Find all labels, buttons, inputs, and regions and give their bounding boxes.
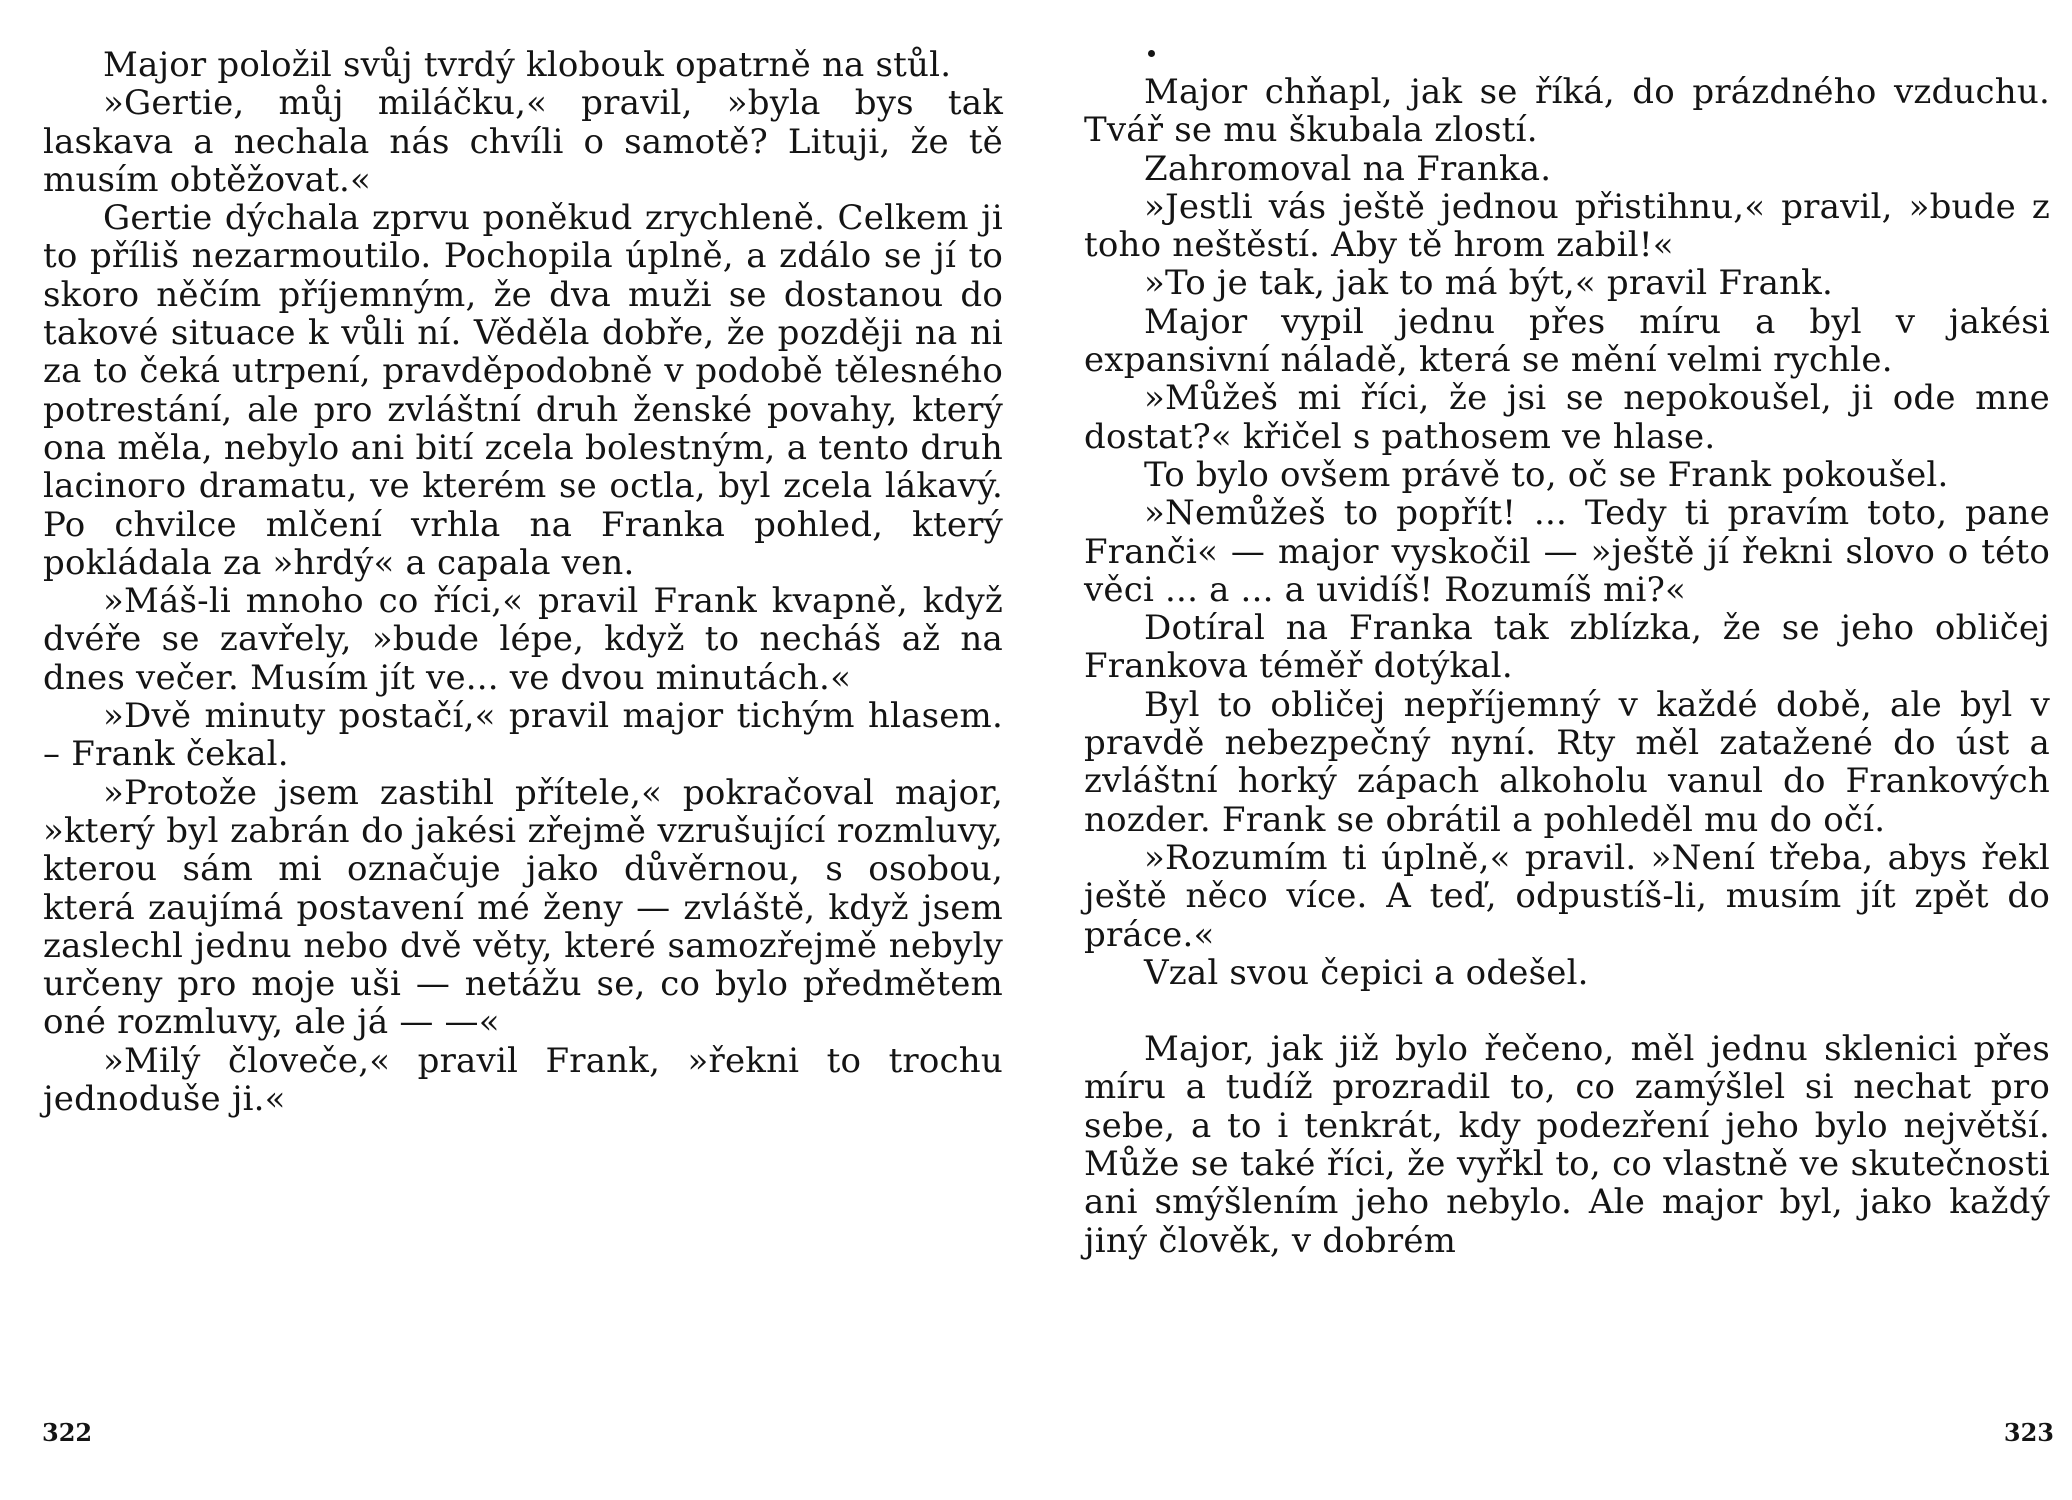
paragraph: »Můžeš mi říci, že jsi se nepokoušel, ji ode mne dostat?« křičel s pathosem ve hlase.	[1084, 378, 2050, 457]
page-number: 322	[42, 1418, 93, 1447]
paragraph: Major položil svůj tvrdý klobouk opatrně na stůl.	[103, 45, 952, 85]
paragraph: »Rozumím ti úplně,« pravil. »Není třeba, abys řekl ještě něco více. A teď, odpustíš-li, musím jít zpět do práce.«	[1084, 837, 2050, 955]
paragraph: Dotíral na Franka tak zblízka, že se jeho obličej Frankova téměř dotýkal.	[1084, 608, 2050, 687]
page-number: 323	[2003, 1418, 2054, 1447]
paragraph: »Gertie, můj miláčku,« pravil, »byla bys tak laskava a nechala nás chvíli o samotě? Lituji, že tě musím obtěžovat.«	[43, 83, 1003, 200]
paragraph: »Máš-li mnoho co říci,« pravil Frank kvapně, když dvéře se zavřely, »bude lépe, když to necháš až na dnes večer. Musím jít ve... ve dvou minutách.«	[43, 581, 1003, 698]
paragraph: Gertie dýchala zprvu poněkud zrychleně. Celkem ji to příliš nezarmoutilo. Pochopila úplně, a zdálo se jí to skoro něčím příjemným, že dva muži se dostanou do takové situace k vůli ní. Věděla dobře, že později na ni za to čeká utrpení, pravděpodobně v podobě tělesného potrestání, ale pro zvláštní druh ženské povahy, který ona měla, nebylo ani bití zcela bolestným, a tento druh lacinого dramatu, ve kterém se octla, byl zcela lákavý. Po chvilce mlčení vrhla na Franka pohled, který pokládala za »hrdý« a capala ven.	[43, 198, 1003, 583]
right-page-text	[1084, 73, 2050, 1260]
paragraph: To bylo ovšem právě to, oč se Frank pokoušel.	[1144, 454, 1949, 495]
paragraph: Byl to obličej nepříjemný v každé době, ale byl v pravdě nebezpečný nyní. Rty měl zatažené do úst a zvláštní horký zápach alkoholu vanul do Frankových nozder. Frank se obrátil a pohleděl mu do očí.	[1084, 684, 2050, 840]
paragraph: Major, jak již bylo řečeno, měl jednu sklenici přes míru a tudíž prozradil to, co zamýšlel si nechat pro sebe, a to i tenkrát, kdy podezření jeho bylo největší. Může se také říci, že vyřkl to, co vlastně ve skutečnosti ani smýšlením jeho nebylo. Ale major byl, jako každý jiný člověk, v dobrém	[1084, 1029, 2050, 1261]
paragraph: Major vypil jednu přes míru a byl v jakési expansivní náladě, která se mění velmi rychle.	[1084, 301, 2050, 381]
paragraph: »To je tak, jak to má být,« pravil Frank.	[1144, 263, 1833, 304]
left-page-text	[43, 46, 1003, 1118]
right-page	[1036, 0, 2072, 1500]
paragraph: »Jestli vás ještě jednou přistihnu,« pravil, »bude z toho neštěstí. Aby tě hrom zabil!«	[1084, 186, 2050, 266]
print-speck	[1148, 50, 1155, 57]
paragraph: Major chňapl, jak se říká, do prázdného vzduchu. Tvář se mu škubala zlostí.	[1084, 72, 2050, 151]
paragraph: »Dvě minuty postačí,« pravil major tichým hlasem. – Frank čekal.	[43, 696, 1003, 775]
paragraph: »Protože jsem zastihl přítele,« pokračoval major, »který byl zabrán do jakési zřejmě vzrušující rozmluvy, kterou sám mi označuje jako důvěrnou, s osobou, která zaujímá postavení mé ženy — zvláště, když jsem zaslechl jednu nebo dvě věty, které samozřejmě nebyly určeny pro moje uši — netážu se, co bylo předmětem oné rozmluvy, ale já — —«	[43, 772, 1003, 1043]
paragraph: »Milý človeče,« pravil Frank, »řekni to trochu jednoduše ji.«	[43, 1040, 1003, 1120]
section-break	[1084, 992, 2050, 1030]
paragraph: Vzal svou čepici a odešel.	[1144, 952, 1589, 993]
paragraph: »Nemůžeš to popřít! ... Tedy ti pravím toto, pane Franči« — major vyskočil — »ještě jí řekni slovo o této věci ... a ... a uvidíš! Rozumíš mi?«	[1084, 493, 2050, 610]
paragraph: Zahromoval na Franka.	[1144, 148, 1552, 189]
